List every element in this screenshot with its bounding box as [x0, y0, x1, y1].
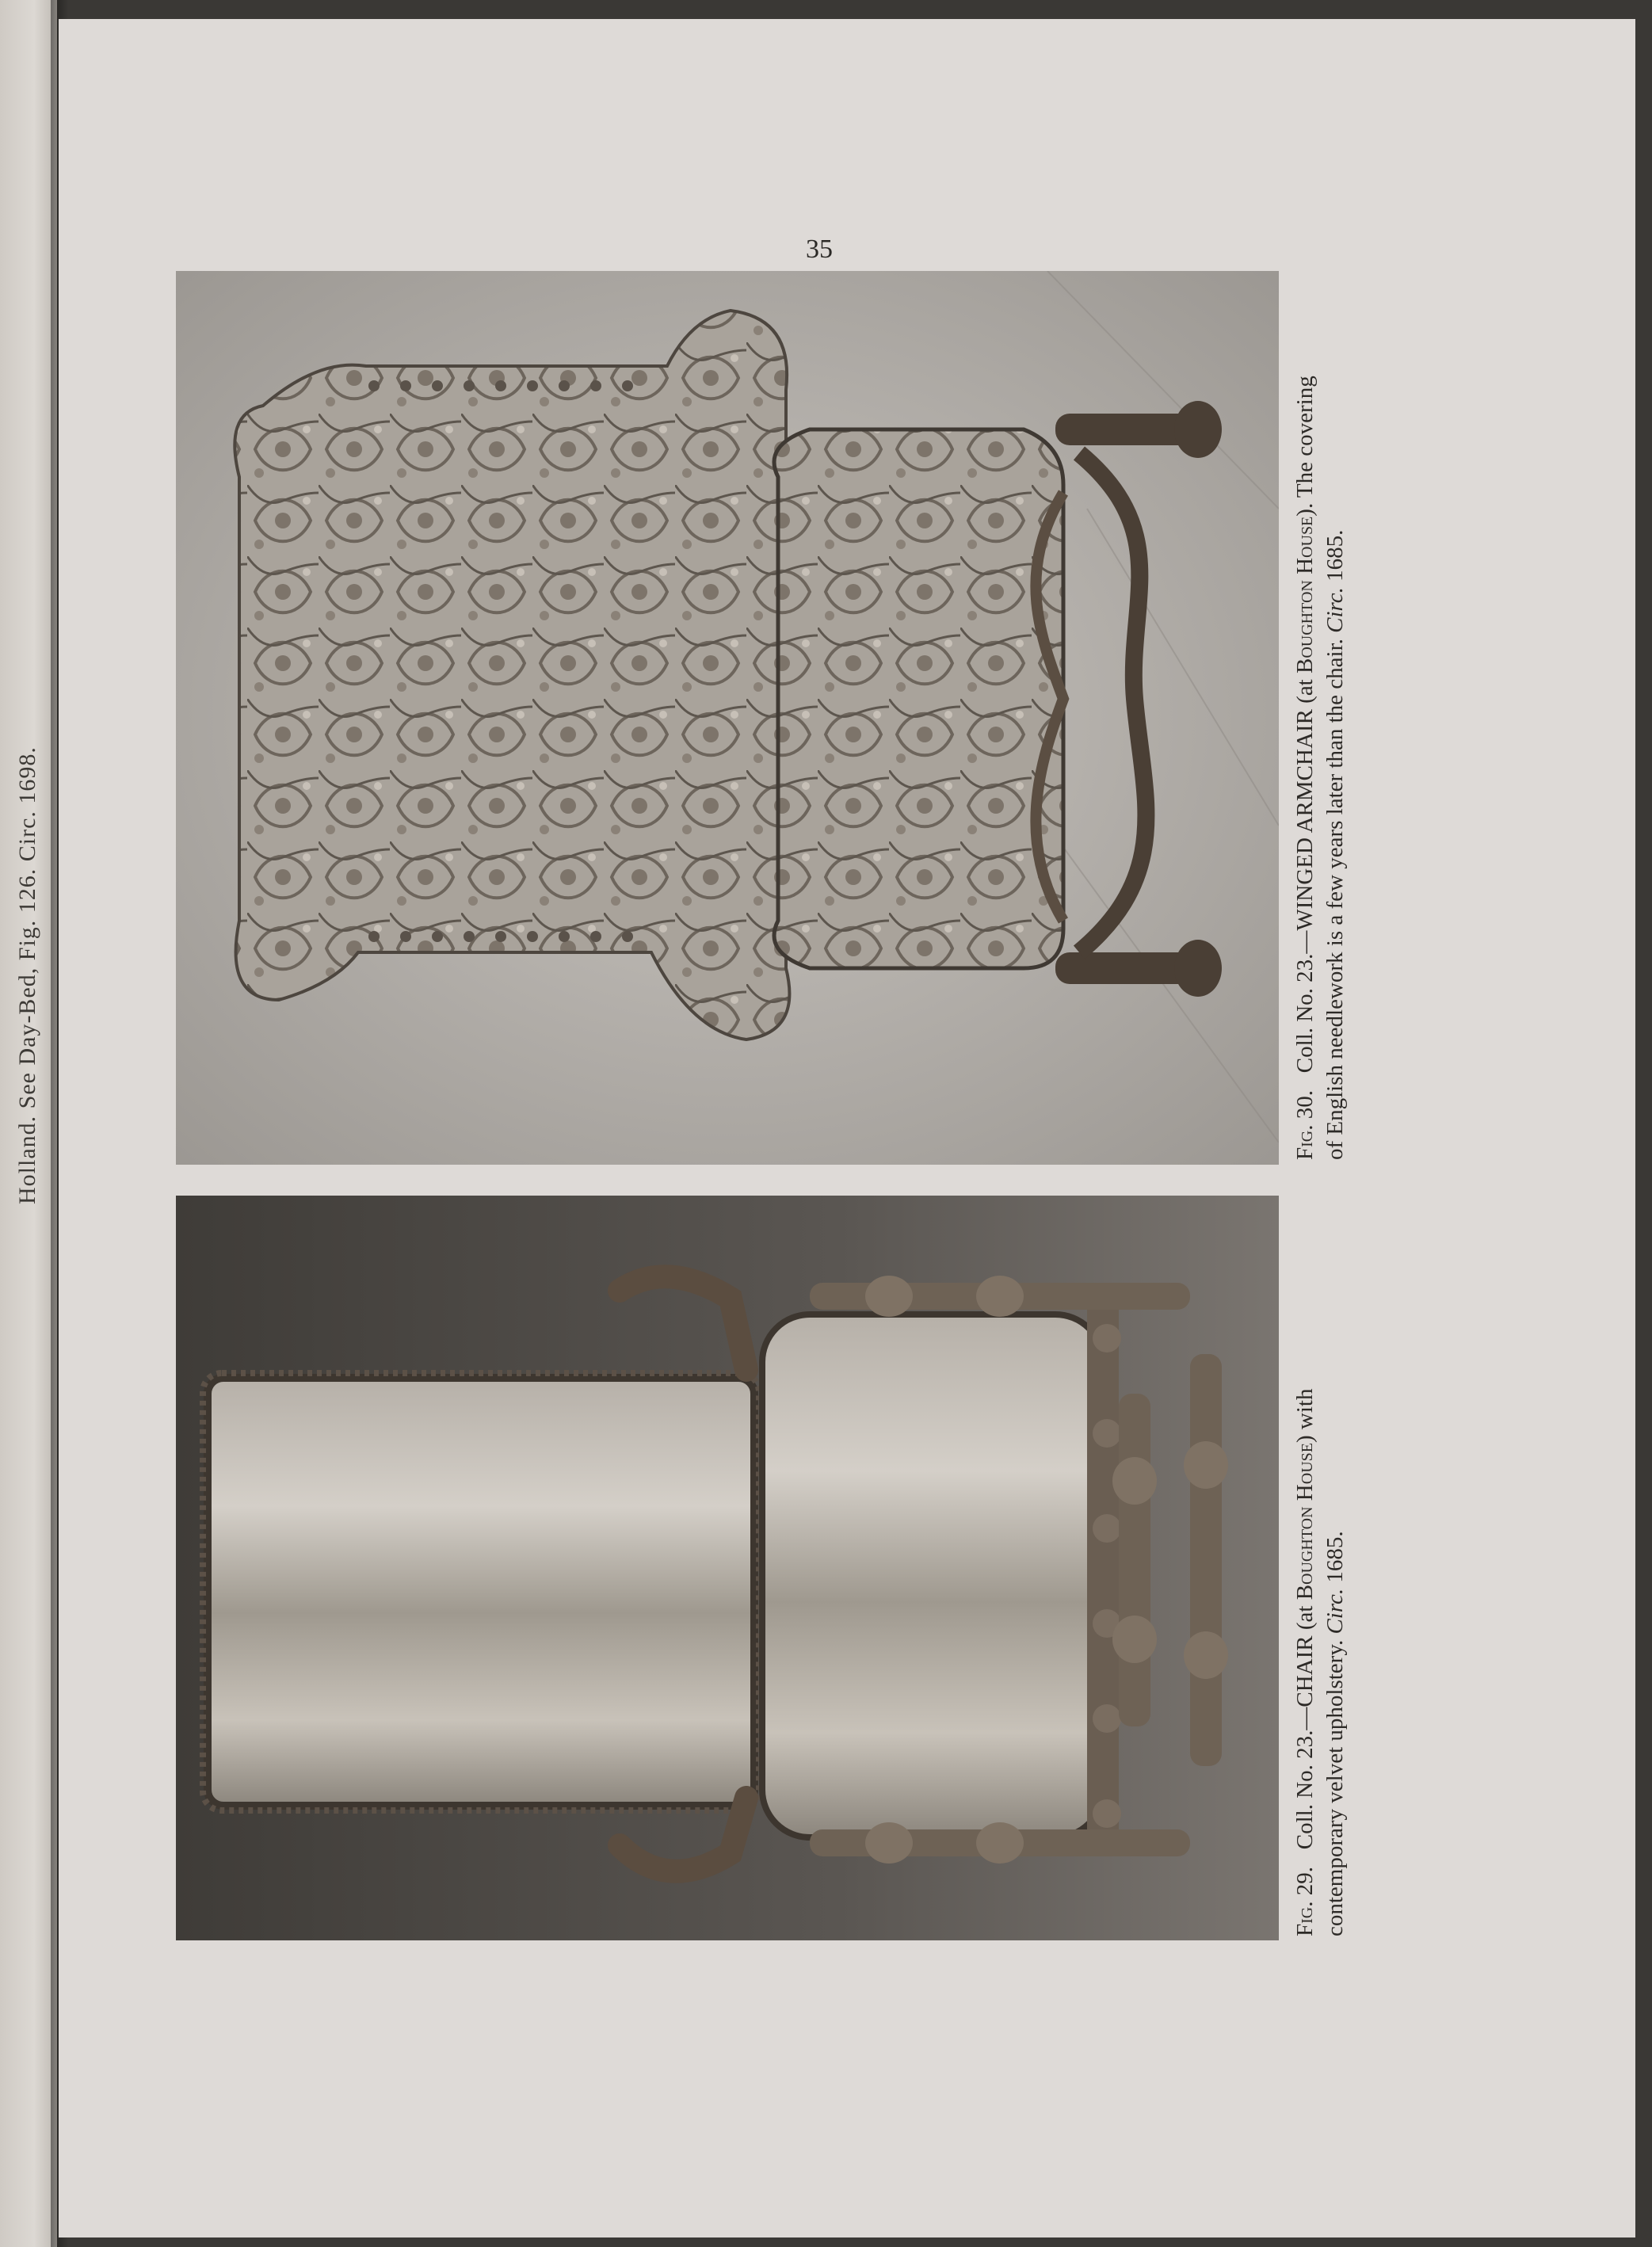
figure-29-location: Boughton House	[1292, 1443, 1318, 1600]
figure-30-description: of English needlework is a few years later than the chair.	[1322, 632, 1348, 1160]
page-number: 35	[806, 235, 833, 264]
figure-29-label: Fig. 29.	[1292, 1867, 1318, 1936]
figure-29-year: 1685.	[1322, 1531, 1348, 1589]
winged-armchair-image	[176, 271, 1279, 1165]
previous-page-text: Holland. See Day-Bed, Fig. 126. Circ. 1698.	[14, 746, 40, 1204]
book-page	[59, 19, 1635, 2237]
figure-30-title: Coll. No. 23.—WINGED ARMCHAIR (at	[1292, 673, 1318, 1074]
figure-29-photo	[176, 1196, 1279, 1940]
figure-29-caption-line-1	[1290, 1271, 1320, 1936]
figure-30-caption-line-1	[1290, 304, 1320, 1160]
figure-29-title: Coll. No. 23.—CHAIR (at	[1292, 1600, 1318, 1850]
figure-30-caption	[1290, 304, 1350, 1160]
figure-29-caption-line-2	[1320, 1271, 1350, 1936]
figure-29-caption	[1290, 1271, 1350, 1936]
figure-30-label: Fig. 30.	[1292, 1090, 1318, 1160]
figure-29-description: contemporary velvet upholstery.	[1322, 1634, 1348, 1936]
figure-29-circa: Circ.	[1322, 1588, 1348, 1635]
figure-30-year: 1685.	[1322, 529, 1348, 588]
figure-30-line1-suffix: ). The covering	[1292, 376, 1318, 517]
velvet-chair-image	[176, 1196, 1279, 1940]
figure-30-photo	[176, 271, 1279, 1165]
figure-30-location: Boughton House	[1292, 516, 1318, 673]
figure-29-line1-suffix: ) with	[1292, 1388, 1318, 1444]
previous-page-edge	[0, 0, 57, 2247]
figure-30-circa: Circ.	[1322, 587, 1348, 633]
figure-30-caption-line-2	[1320, 304, 1350, 1160]
